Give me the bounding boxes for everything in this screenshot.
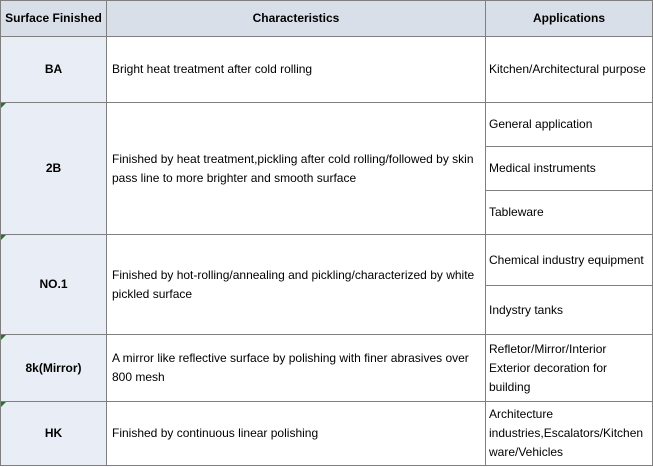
table-row [1,402,653,466]
surface-cell [1,235,107,335]
application-cell: Indystry tanks [486,286,653,335]
surface-cell [1,335,107,402]
header-surface-finished: Surface Finished [1,1,107,37]
application-cell: General application [486,103,653,147]
surface-label: 2B [45,161,62,175]
characteristics-cell: A mirror like reflective surface by polishing with finer abrasives over 800 mesh [107,335,486,402]
surface-label: BA [44,62,63,76]
application-cell: Chemical industry equipment [486,235,653,286]
header-characteristics: Characteristics [107,1,486,37]
application-cell: Architecture industries,Escalators/Kitchen ware/Vehicles [486,402,653,466]
corner-marker-icon [1,402,6,407]
table-row [1,37,653,103]
application-cell: Kitchen/Architectural purpose [486,37,653,103]
surface-cell [1,402,107,466]
surface-label: NO.1 [39,277,68,291]
application-cell: Tableware [486,191,653,235]
surface-cell [1,37,107,103]
characteristics-cell: Finished by heat treatment,pickling after cold rolling/followed by skin pass line to more brighter and smooth surface [107,103,486,235]
table-row [1,335,653,402]
surface-label: 8k(Mirror) [25,360,82,375]
corner-marker-icon [1,103,6,108]
table-row [1,235,653,286]
surface-label: HK [44,426,63,440]
surface-cell [1,103,107,235]
corner-marker-icon [1,335,6,340]
header-row [1,1,653,37]
table-row [1,103,653,147]
characteristics-cell: Finished by continuous linear polishing [107,402,486,466]
header-applications: Applications [486,1,653,37]
corner-marker-icon [1,235,6,240]
application-cell: Refletor/Mirror/Interior Exterior decoration for building [486,335,653,402]
application-cell: Medical instruments [486,147,653,191]
characteristics-cell: Bright heat treatment after cold rolling [107,37,486,103]
characteristics-cell: Finished by hot-rolling/annealing and pickling/characterized by white pickled surface [107,235,486,335]
